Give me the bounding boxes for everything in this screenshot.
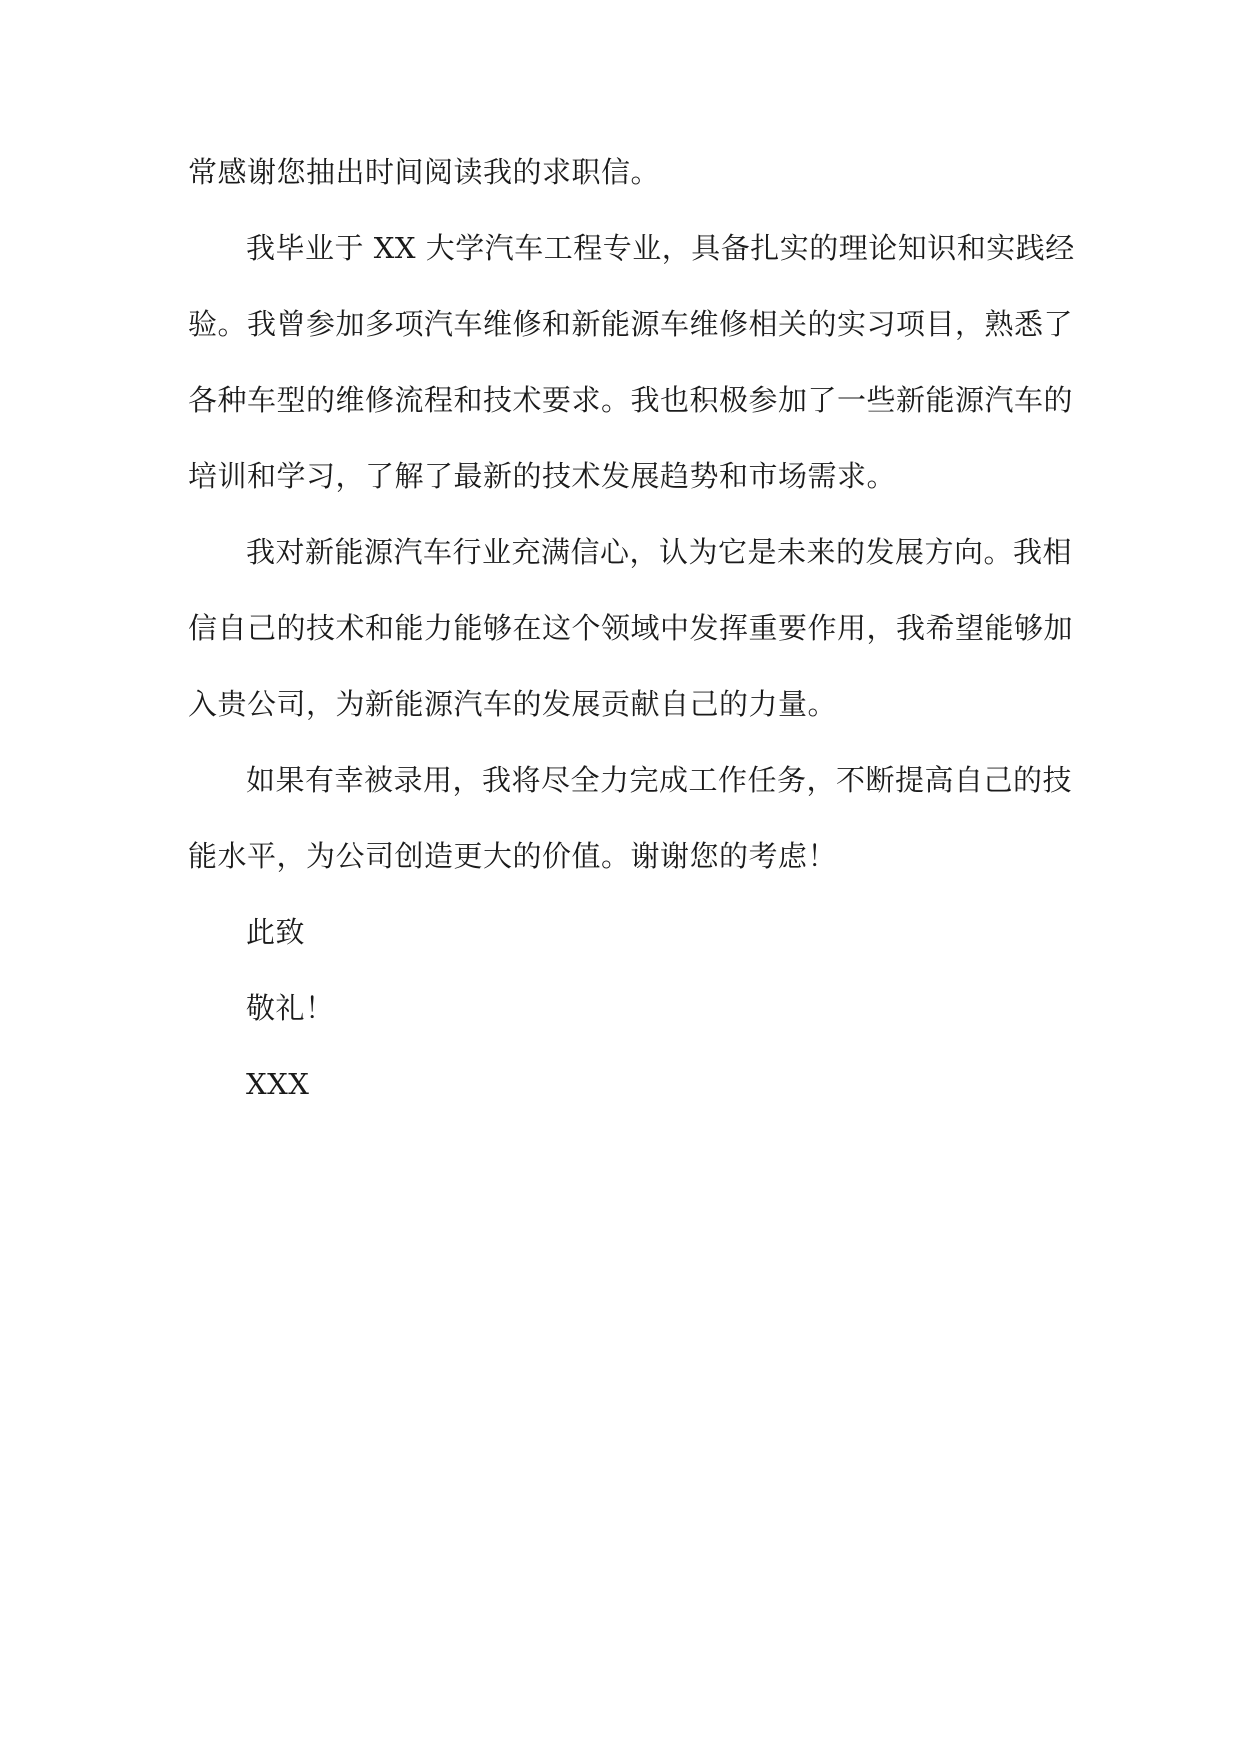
paragraph-confidence xyxy=(188,522,1074,750)
paragraph-line: 如果有幸被录用，我将尽全力完成工作任务，不断提高自己的技 xyxy=(246,763,1073,797)
paragraph-line: 各种车型的维修流程和技术要求。我也积极参加了一些新能源汽车的 xyxy=(188,383,1074,417)
paragraph-education xyxy=(188,218,1075,522)
paragraph-line: 能水平，为公司创造更大的价值。谢谢您的考虑！ xyxy=(188,839,838,873)
closing-regards: 敬礼！ xyxy=(246,991,335,1025)
paragraph-line: 我对新能源汽车行业充满信心，认为它是未来的发展方向。我相 xyxy=(246,535,1073,569)
paragraph-line: 验。我曾参加多项汽车维修和新能源车维修相关的实习项目，熟悉了 xyxy=(188,307,1074,341)
paragraph-line: 信自己的技术和能力能够在这个领域中发挥重要作用，我希望能够加 xyxy=(188,611,1074,645)
paragraph-line: 我毕业于 XX 大学汽车工程专业，具备扎实的理论知识和实践经 xyxy=(246,231,1075,265)
paragraph-commitment xyxy=(188,750,1073,902)
continuation-line: 常感谢您抽出时间阅读我的求职信。 xyxy=(188,155,661,189)
paragraph-line: 入贵公司，为新能源汽车的发展贡献自己的力量。 xyxy=(188,687,838,721)
closing-salutation: 此致 xyxy=(246,915,306,949)
signature: XXX xyxy=(246,1067,310,1101)
letter-body xyxy=(188,142,1075,1130)
paragraph-line: 培训和学习，了解了最新的技术发展趋势和市场需求。 xyxy=(188,459,897,493)
